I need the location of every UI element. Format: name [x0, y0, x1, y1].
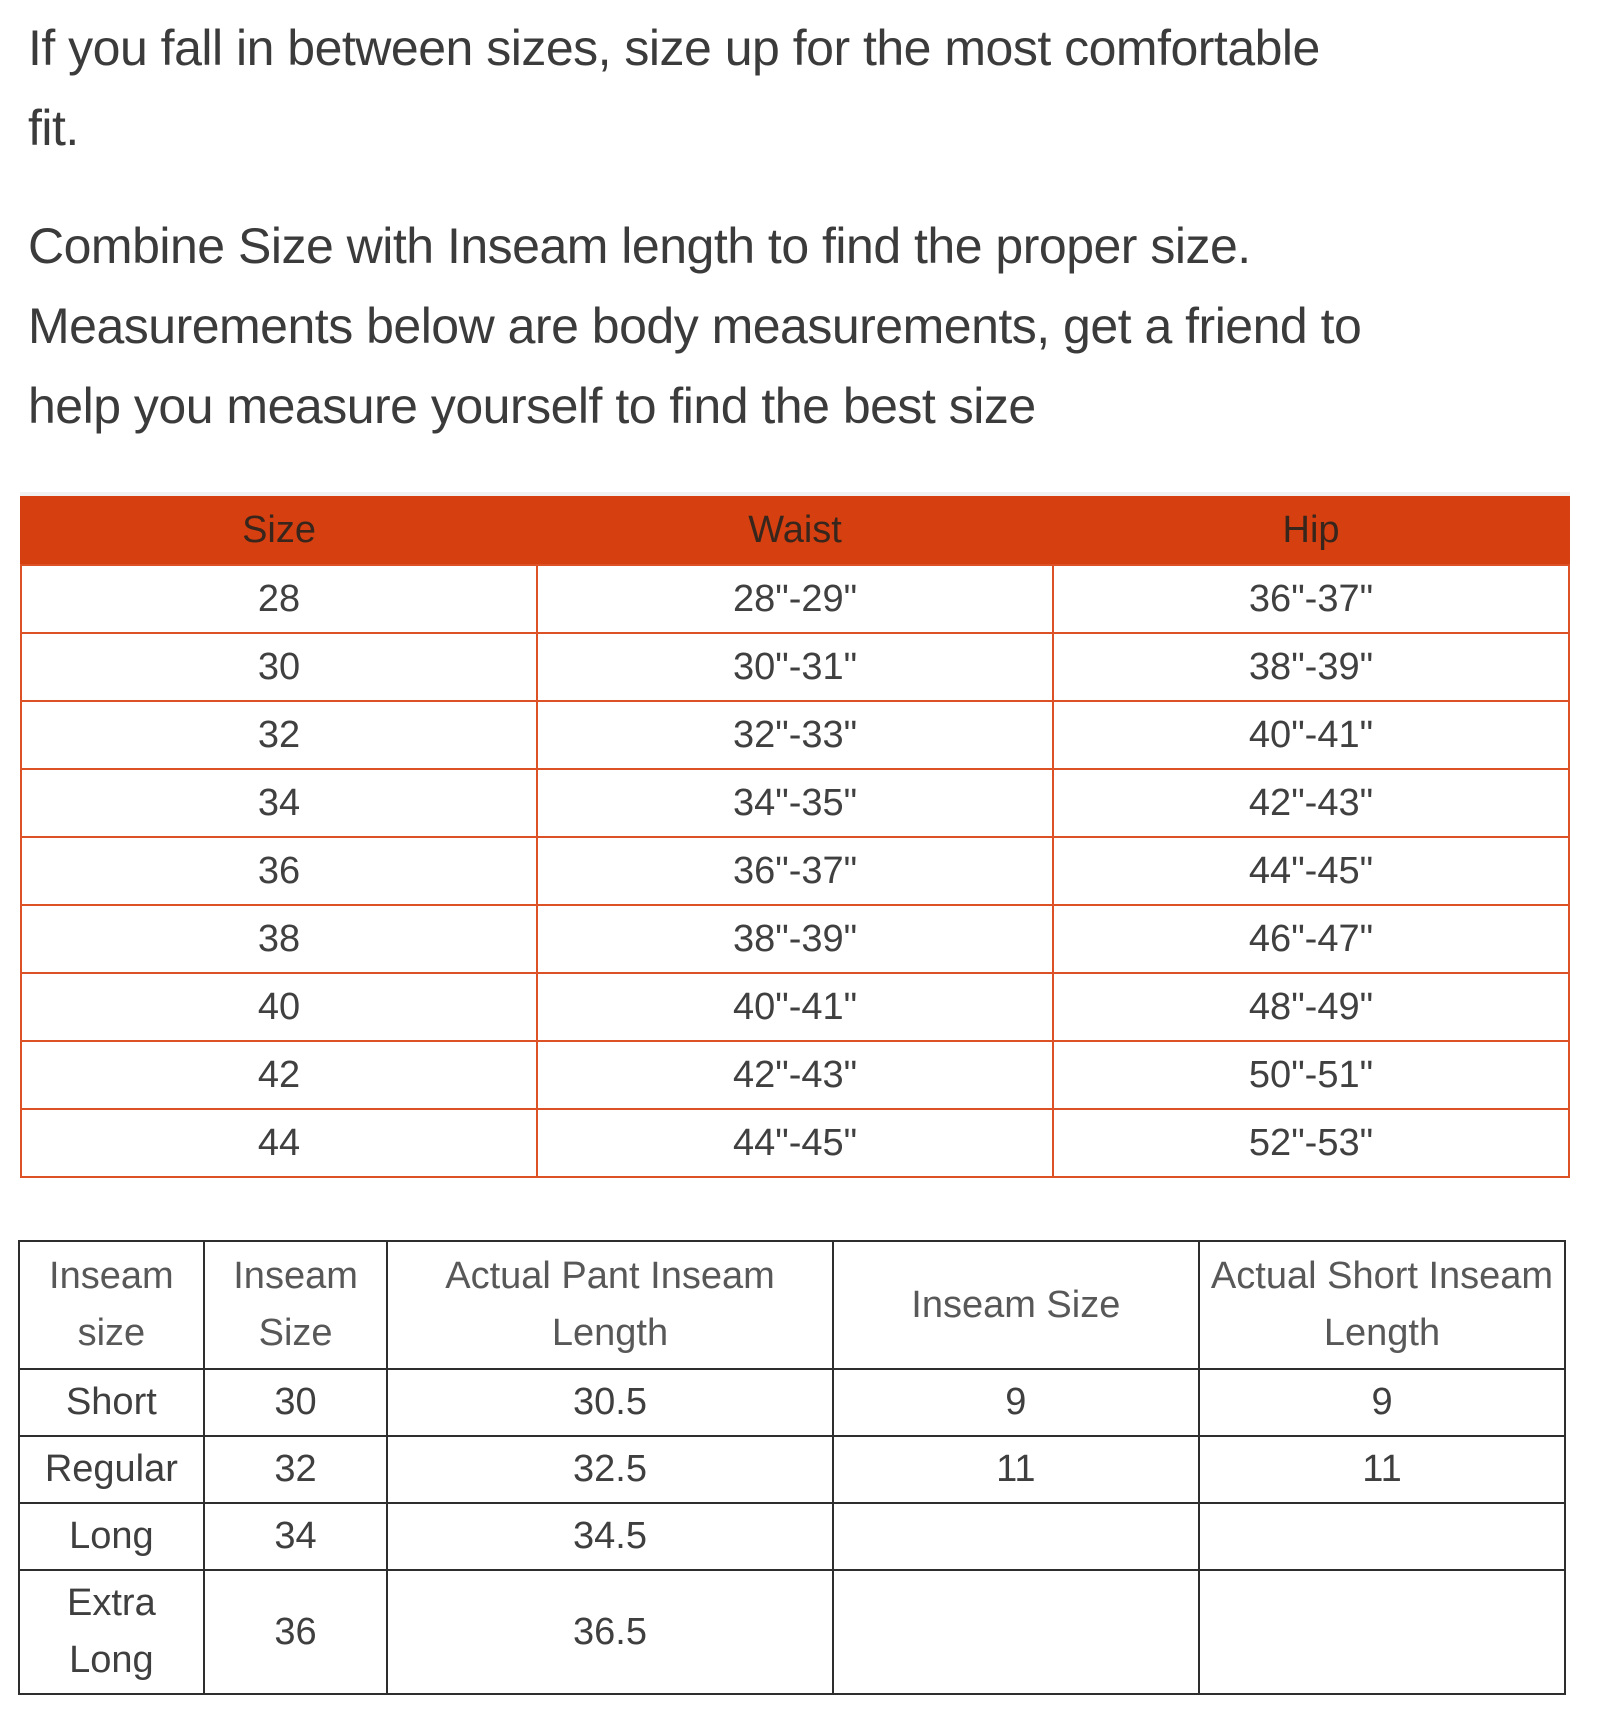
size-row-40	[21, 973, 1569, 1041]
pant-inseam-length-cell: 32.5	[387, 1436, 832, 1503]
size-row-34	[21, 769, 1569, 837]
hip-cell: 42"-43"	[1053, 769, 1569, 837]
inseam-size-label-cell: Long	[19, 1503, 204, 1570]
hip-cell: 52"-53"	[1053, 1109, 1569, 1177]
size-cell: 40	[21, 973, 537, 1041]
inseam-size-label-cell: Short	[19, 1369, 204, 1436]
size-row-44	[21, 1109, 1569, 1177]
size-row-38	[21, 905, 1569, 973]
paragraph-line: Measurements below are body measurements, get a friend to	[28, 298, 1362, 354]
waist-cell: 34"-35"	[537, 769, 1053, 837]
inseam-table-header-row	[19, 1241, 1565, 1369]
inseam-row-short	[19, 1369, 1565, 1436]
paragraph-line: fit.	[28, 100, 79, 156]
waist-cell: 38"-39"	[537, 905, 1053, 973]
size-row-32	[21, 701, 1569, 769]
inseam-size-cell: 36	[204, 1570, 388, 1694]
size-cell: 32	[21, 701, 537, 769]
short-inseam-length-cell: 9	[1199, 1369, 1565, 1436]
size-cell: 42	[21, 1041, 537, 1109]
size-row-30	[21, 633, 1569, 701]
column-header-short-inseam-size: Inseam Size	[833, 1241, 1199, 1369]
inseam-size-label-cell: Regular	[19, 1436, 204, 1503]
short-inseam-length-cell	[1199, 1570, 1565, 1694]
column-header-actual-pant-inseam: Actual Pant Inseam Length	[387, 1241, 832, 1369]
inseam-length-table	[18, 1240, 1566, 1695]
short-inseam-size-cell	[833, 1570, 1199, 1694]
pant-inseam-length-cell: 30.5	[387, 1369, 832, 1436]
size-row-28	[21, 565, 1569, 633]
size-cell: 38	[21, 905, 537, 973]
hip-cell: 48"-49"	[1053, 973, 1569, 1041]
column-header-size: Size	[21, 494, 537, 565]
short-inseam-size-cell	[833, 1503, 1199, 1570]
column-header-inseam-size-label: Inseam size	[19, 1241, 204, 1369]
short-inseam-length-cell	[1199, 1503, 1565, 1570]
paragraph-line: Combine Size with Inseam length to find the proper size.	[28, 218, 1251, 274]
hip-cell: 36"-37"	[1053, 565, 1569, 633]
size-cell: 44	[21, 1109, 537, 1177]
hip-cell: 40"-41"	[1053, 701, 1569, 769]
size-row-36	[21, 837, 1569, 905]
inseam-row-regular	[19, 1436, 1565, 1503]
inseam-size-cell: 34	[204, 1503, 388, 1570]
waist-cell: 32"-33"	[537, 701, 1053, 769]
column-header-inseam-size-number: Inseam Size	[204, 1241, 388, 1369]
pant-inseam-length-cell: 36.5	[387, 1570, 832, 1694]
hip-cell: 44"-45"	[1053, 837, 1569, 905]
inseam-size-cell: 30	[204, 1369, 388, 1436]
paragraph-line: help you measure yourself to find the best size	[28, 378, 1036, 434]
pant-inseam-length-cell: 34.5	[387, 1503, 832, 1570]
size-table-header-row	[21, 494, 1569, 565]
short-inseam-size-cell: 9	[833, 1369, 1199, 1436]
column-header-actual-short-inseam: Actual Short Inseam Length	[1199, 1241, 1565, 1369]
inseam-row-long	[19, 1503, 1565, 1570]
paragraph-line: If you fall in between sizes, size up for the most comfortable	[28, 20, 1320, 76]
size-cell: 30	[21, 633, 537, 701]
column-header-waist: Waist	[537, 494, 1053, 565]
size-waist-hip-table	[20, 492, 1570, 1178]
waist-cell: 30"-31"	[537, 633, 1053, 701]
waist-cell: 44"-45"	[537, 1109, 1053, 1177]
hip-cell: 50"-51"	[1053, 1041, 1569, 1109]
short-inseam-length-cell: 11	[1199, 1436, 1565, 1503]
waist-cell: 36"-37"	[537, 837, 1053, 905]
measurement-instructions-paragraph	[28, 206, 1580, 446]
size-cell: 34	[21, 769, 537, 837]
waist-cell: 42"-43"	[537, 1041, 1053, 1109]
size-row-42	[21, 1041, 1569, 1109]
hip-cell: 46"-47"	[1053, 905, 1569, 973]
size-cell: 36	[21, 837, 537, 905]
waist-cell: 28"-29"	[537, 565, 1053, 633]
column-header-hip: Hip	[1053, 494, 1569, 565]
short-inseam-size-cell: 11	[833, 1436, 1199, 1503]
inseam-size-label-cell: Extra Long	[19, 1570, 204, 1694]
hip-cell: 38"-39"	[1053, 633, 1569, 701]
fit-advice-paragraph	[28, 8, 1580, 168]
inseam-row-extra-long	[19, 1570, 1565, 1694]
waist-cell: 40"-41"	[537, 973, 1053, 1041]
inseam-size-cell: 32	[204, 1436, 388, 1503]
size-cell: 28	[21, 565, 537, 633]
